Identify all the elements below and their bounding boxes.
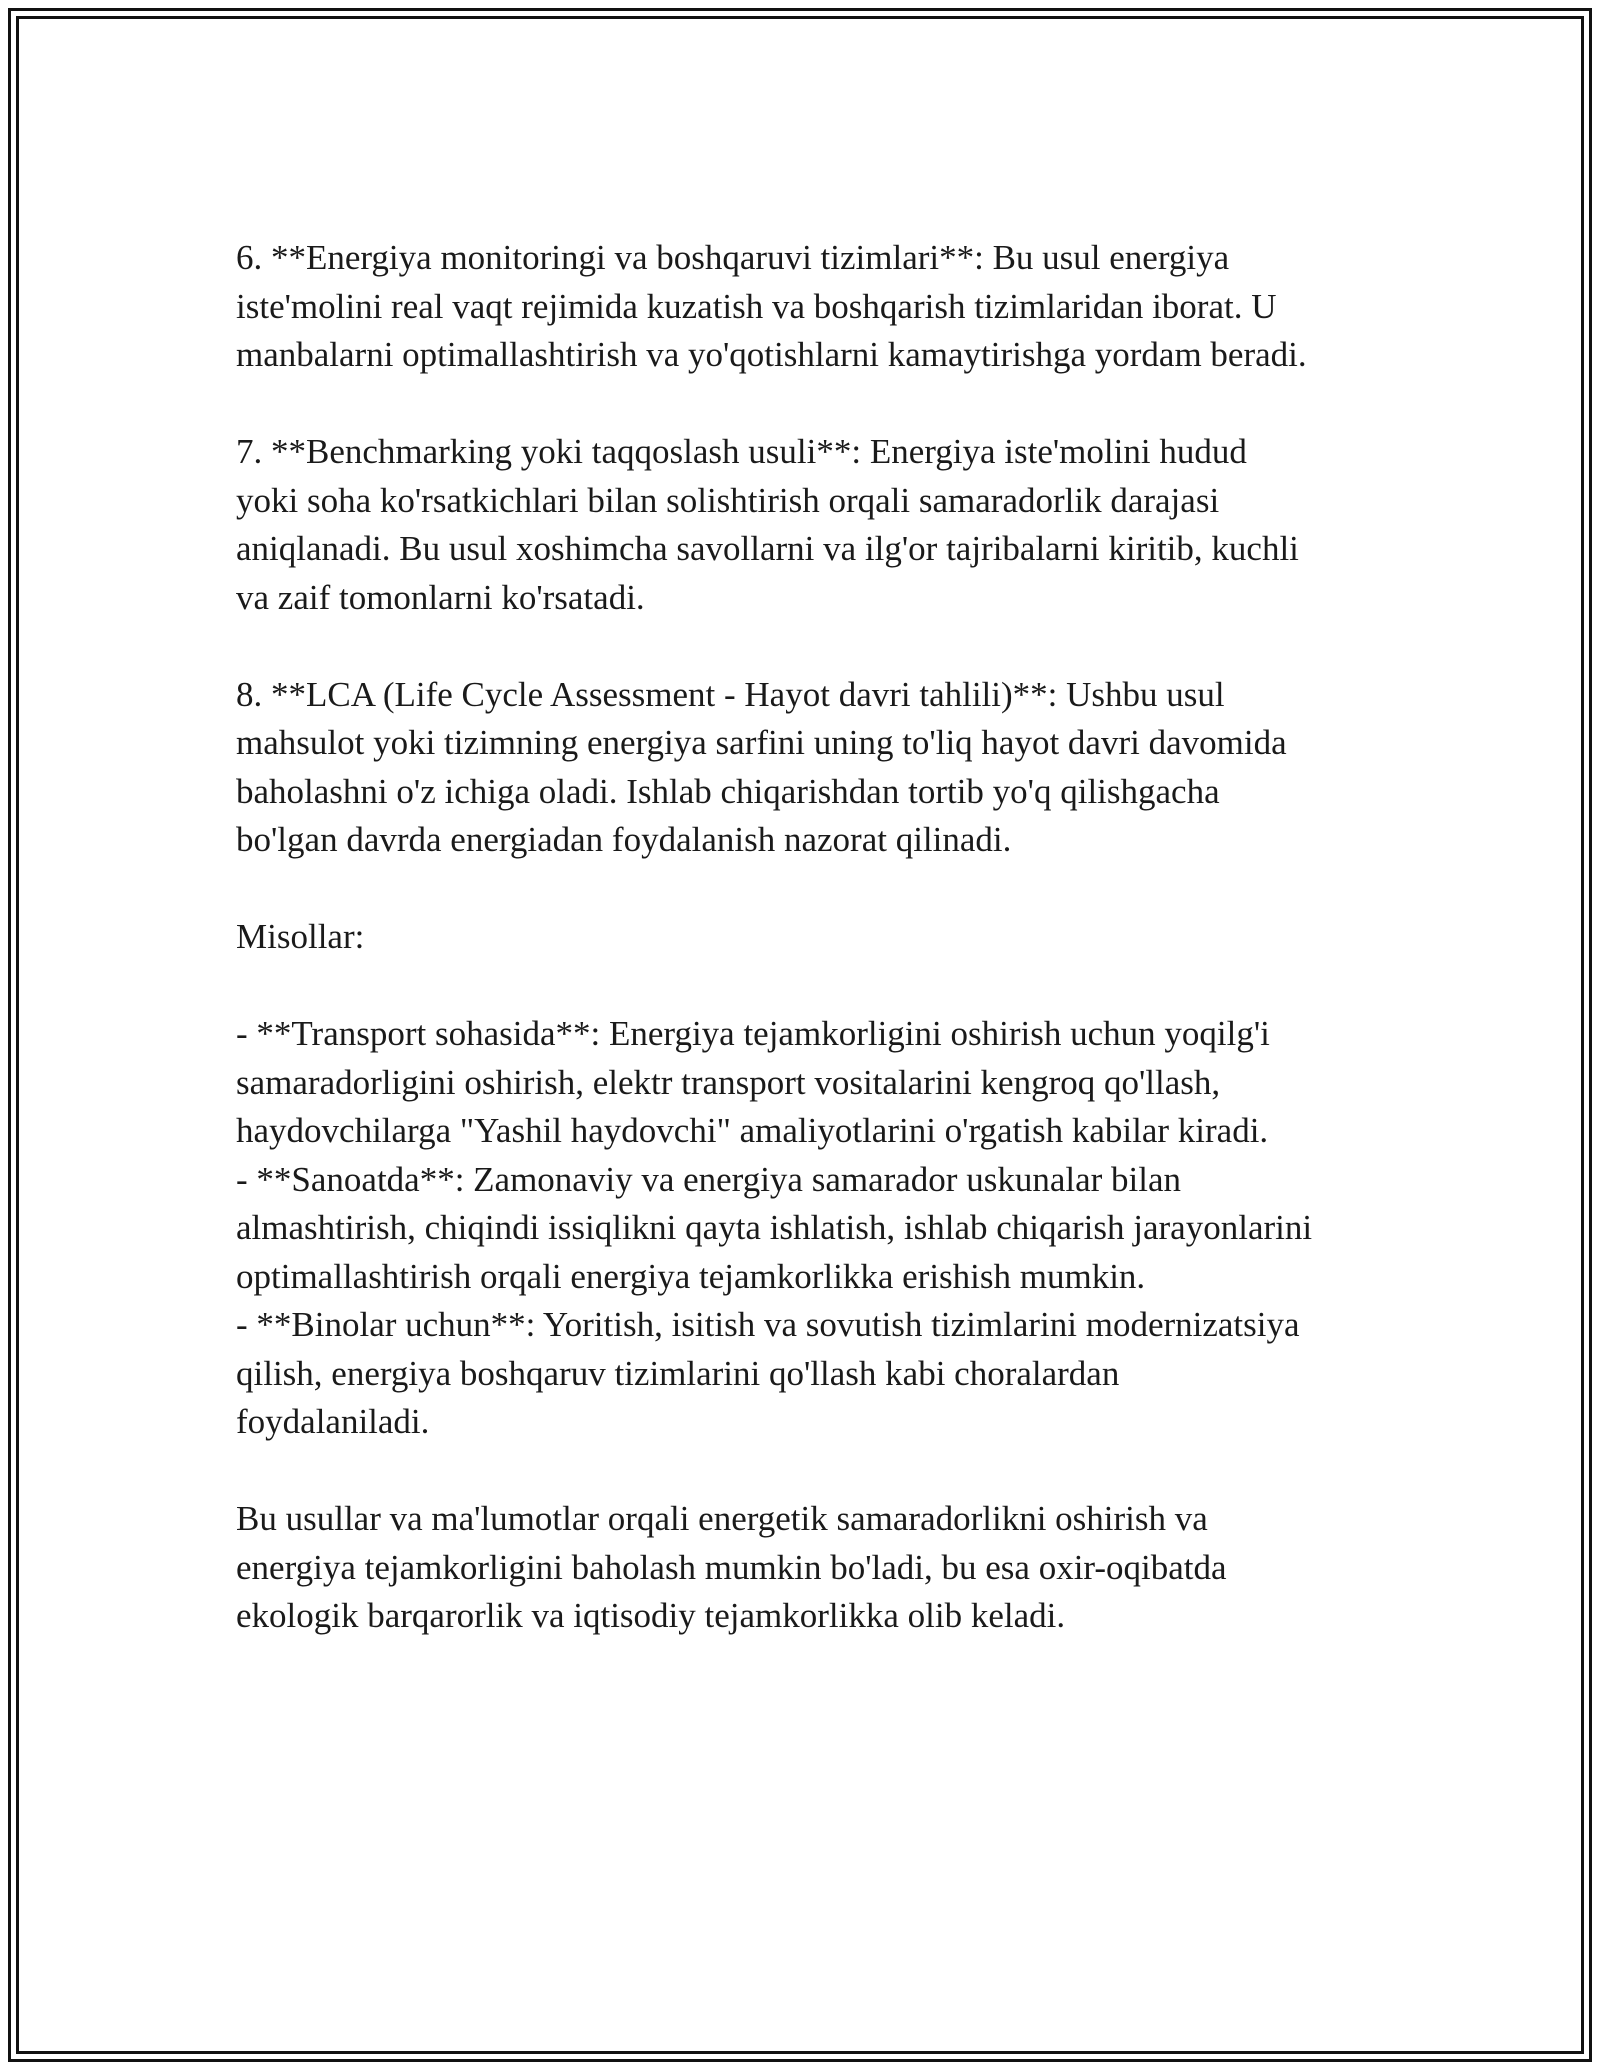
examples-heading: Misollar: (236, 917, 365, 956)
examples-list (236, 1010, 1366, 1447)
example-item-transport: - **Transport sohasida**: Energiya tejamkorligini oshirish uchun yoqilg'i samaradorligini oshirish, elektr transport vositalarini kengroq qo'llash, haydovchilarga "Yashil haydovchi" amaliyotlarini o'rgatish kabilar kiradi. (236, 1014, 1270, 1150)
example-item-industry: - **Sanoatda**: Zamonaviy va energiya samarador uskunalar bilan almashtirish, chiqindi issiqlikni qayta ishlatish, ishlab chiqarish jarayonlarini optimallashtirish orqali energiya tejamkorlikka erishish mumkin. (236, 1159, 1313, 1296)
paragraph-energy-monitoring: 6. **Energiya monitoringi va boshqaruvi tizimlari**: Bu usul energiya iste'molini real vaqt rejimida kuzatish va boshqarish tizimlaridan iborat. U manbalarni optimallashtirish va yo'qotishlarni kamaytirishga yordam beradi. (236, 238, 1307, 374)
paragraph-benchmarking: 7. **Benchmarking yoki taqqoslash usuli**: Energiya iste'molini hudud yoki soha ko'rsatkichlari bilan solishtirish orqali samaradorlik darajasi aniqlanadi. Bu usul xoshimcha savollarni va ilg'or tajribalarni kiritib, kuchli va zaif tomonlarni ko'rsatadi. (236, 432, 1299, 617)
document-body (236, 234, 1366, 1689)
conclusion-paragraph: Bu usullar va ma'lumotlar orqali energetik samaradorlikni oshirish va energiya tejamkorligini baholash mumkin bo'ladi, bu esa oxir-oqibatda ekologik barqarorlik va iqtisodiy tejamkorlikka olib keladi. (236, 1499, 1227, 1635)
example-item-buildings: - **Binolar uchun**: Yoritish, isitish va sovutish tizimlarini modernizatsiya qilish, energiya boshqaruv tizimlarini qo'llash kabi choralardan foydalaniladi. (236, 1305, 1300, 1441)
paragraph-lca: 8. **LCA (Life Cycle Assessment - Hayot davri tahlili)**: Ushbu usul mahsulot yoki tizimning energiya sarfini uning to'liq hayot davri davomida baholashni o'z ichiga oladi. Ishlab chiqarishdan tortib yo'q qilishgacha bo'lgan davrda energiadan foydalanish nazorat qilinadi. (236, 674, 1287, 859)
